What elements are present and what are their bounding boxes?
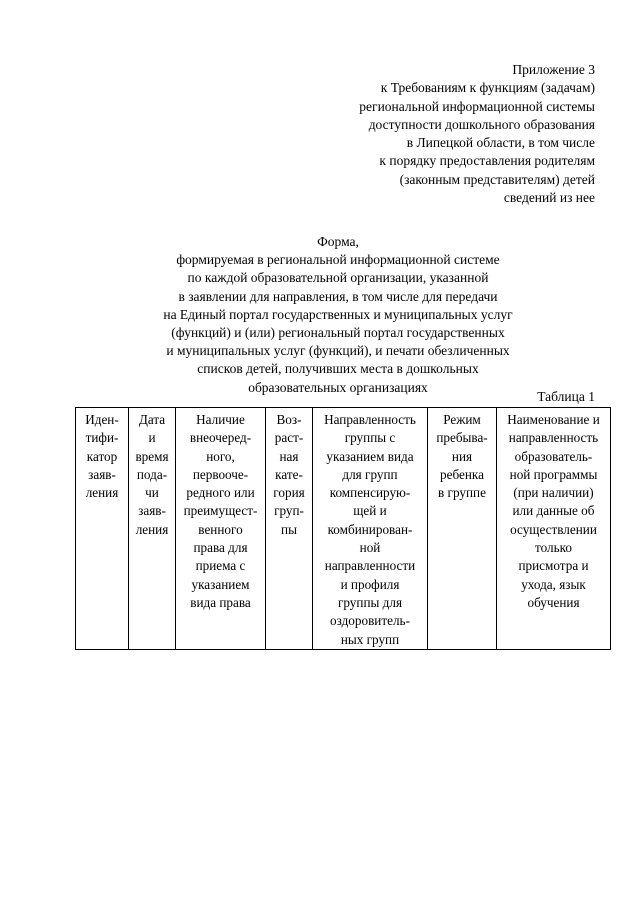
- column-header-line: Наличие: [196, 412, 245, 427]
- column-header-line: щей и: [353, 503, 387, 519]
- column-header-line: и: [148, 430, 156, 446]
- annex-line: сведений из нее: [503, 190, 595, 206]
- column-header-program-name: [497, 408, 611, 650]
- column-header-line: компенсирую-: [329, 485, 411, 501]
- column-header-line: ных групп: [340, 631, 400, 647]
- form-title-line: списков детей, получивших места в дошкольных: [197, 361, 479, 377]
- form-title-line: Форма,: [317, 234, 359, 249]
- column-header-line: Воз-: [276, 412, 302, 427]
- table-label: Таблица 1: [537, 389, 595, 404]
- annex-line: доступности дошкольного образования: [368, 116, 595, 132]
- column-header-line: приема с: [195, 558, 246, 574]
- column-header-line: ного,: [206, 448, 235, 464]
- column-header-line: ребенка: [440, 466, 484, 482]
- column-header-submission-date: [129, 408, 176, 650]
- column-header-line: группы с: [344, 430, 396, 446]
- column-header-line: группы для: [337, 594, 403, 610]
- column-header-line: катор: [86, 448, 118, 464]
- form-title: [28, 233, 640, 397]
- form-title-line: по каждой образовательной организации, указанной: [187, 270, 489, 286]
- column-header-line: тифи-: [85, 430, 119, 446]
- annex-line: (законным представителям) детей: [399, 171, 595, 187]
- column-header-line: кате-: [275, 466, 303, 482]
- column-header-line: только: [535, 540, 572, 556]
- column-header-line: заяв-: [88, 466, 116, 482]
- column-header-applicant-id: [76, 408, 129, 650]
- form-table: [75, 407, 611, 650]
- column-header-line: преимущест-: [183, 503, 258, 519]
- form-title-line: формируемая в региональной информационной системе: [176, 252, 500, 268]
- annex-line: к Требованиям к функциям (задачам): [380, 80, 595, 96]
- column-header-line: ния: [451, 448, 473, 464]
- column-header-line: пода-: [136, 466, 168, 482]
- column-header-line: внеочеред-: [189, 430, 252, 446]
- column-header-line: присмотра и: [518, 558, 589, 574]
- column-header-line: заяв-: [138, 503, 166, 519]
- form-title-line: в заявлении для направления, в том числе для передачи: [178, 288, 498, 304]
- column-header-line: направленности: [324, 558, 416, 574]
- column-header-line: осуществлении: [510, 521, 597, 537]
- column-header-line: вида права: [190, 594, 251, 610]
- column-header-line: Направленность: [324, 412, 416, 427]
- column-header-line: чи: [145, 485, 159, 501]
- column-header-line: первооче-: [192, 466, 249, 482]
- form-title-line: на Единый портал государственных и муниципальных услуг: [163, 306, 513, 322]
- column-header-line: права для: [193, 540, 248, 556]
- column-header-line: редного или: [186, 485, 255, 501]
- form-title-line: и муниципальных услуг (функций), и печати обезличенных: [166, 343, 510, 359]
- annex-heading: [359, 61, 595, 207]
- column-header-line: ления: [85, 485, 119, 501]
- annex-line: Приложение 3: [512, 62, 595, 77]
- annex-line: региональной информационной системы: [359, 98, 595, 114]
- column-header-line: венного: [198, 521, 243, 537]
- form-title-line: образовательных организациях: [248, 379, 428, 395]
- column-header-line: Дата: [138, 412, 166, 427]
- column-header-line: или данные об: [512, 503, 595, 519]
- column-header-group-focus: [313, 408, 428, 650]
- column-header-line: ной программы: [509, 466, 598, 482]
- column-header-line: пребыва-: [436, 430, 488, 446]
- column-header-line: Режим: [443, 412, 481, 427]
- column-header-line: обучения: [527, 594, 580, 610]
- column-header-line: комбинирован-: [327, 521, 413, 537]
- table-header-row: [76, 408, 611, 650]
- column-header-line: время: [135, 448, 169, 464]
- column-header-line: ной: [359, 540, 381, 556]
- column-header-line: указанием вида: [326, 448, 414, 464]
- column-header-line: раст-: [274, 430, 304, 446]
- column-header-stay-mode: [428, 408, 497, 650]
- column-header-line: пы: [281, 521, 297, 537]
- column-header-line: (при наличии): [513, 485, 594, 501]
- annex-line: к порядку предоставления родителям: [379, 153, 595, 169]
- column-header-line: гория: [273, 485, 305, 501]
- form-title-line: (функций) и (или) региональный портал государственных: [171, 325, 505, 341]
- column-header-line: и профиля: [340, 576, 400, 592]
- column-header-line: указанием: [191, 576, 250, 592]
- column-header-line: для групп: [342, 466, 398, 482]
- annex-line: в Липецкой области, в том числе: [406, 135, 595, 151]
- column-header-line: груп-: [274, 503, 304, 519]
- column-header-line: образователь-: [514, 448, 593, 464]
- column-header-priority-right: [176, 408, 266, 650]
- column-header-line: ная: [279, 448, 299, 464]
- column-header-line: Наименование и: [507, 412, 600, 427]
- column-header-age-category: [266, 408, 313, 650]
- column-header-line: направленность: [508, 430, 599, 446]
- column-header-line: оздоровитель-: [330, 613, 410, 629]
- column-header-line: Иден-: [85, 412, 119, 427]
- column-header-line: в группе: [438, 485, 486, 501]
- column-header-line: ухода, язык: [521, 576, 586, 592]
- column-header-line: ления: [135, 521, 169, 537]
